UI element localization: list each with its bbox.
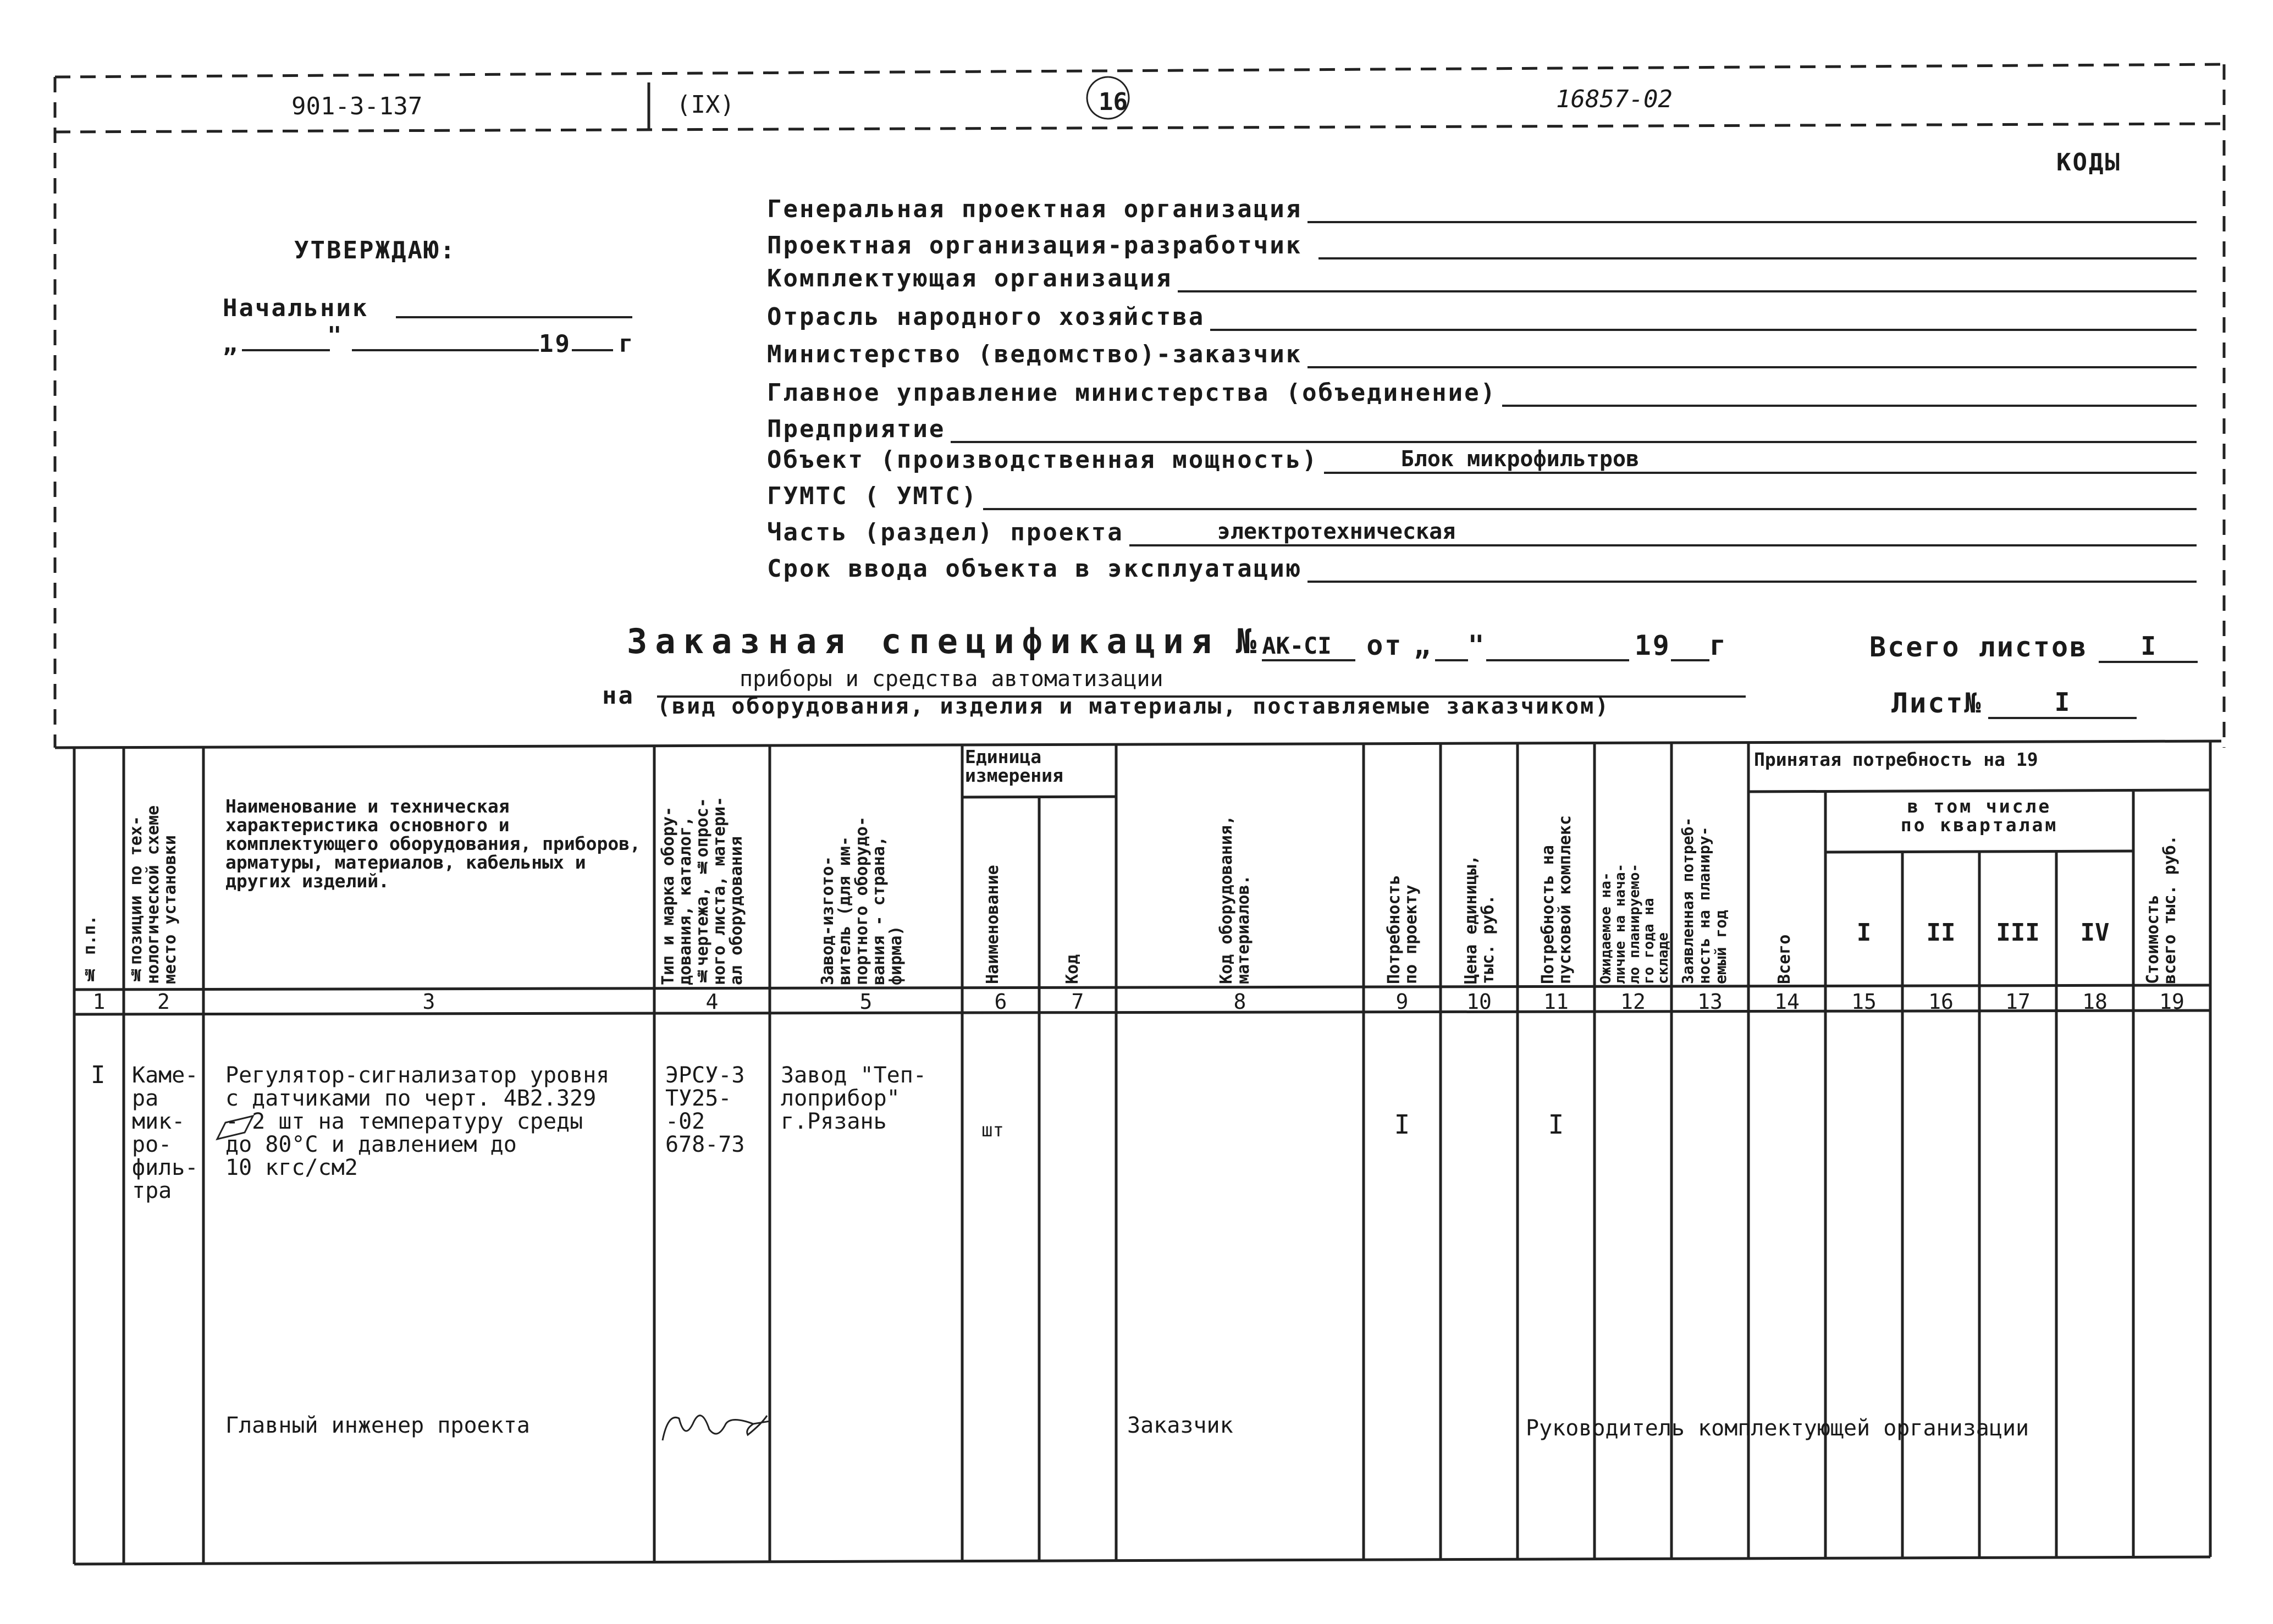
- col-number: 17: [2005, 990, 2031, 1014]
- date-close-quote: ": [327, 322, 344, 350]
- col-number: 9: [1395, 990, 1409, 1014]
- year-line: [572, 349, 613, 351]
- col-number: 7: [1071, 990, 1084, 1014]
- col-number: 10: [1466, 990, 1492, 1014]
- sheet-number-label: Лист№: [1891, 687, 1983, 719]
- row-position: Каме- ра мик- ро- филь- тра: [132, 1063, 198, 1203]
- field-label: Отрасль народного хозяйства: [767, 303, 1205, 331]
- field-line: [1129, 519, 2197, 546]
- col-header-14: Всего: [1775, 934, 1794, 984]
- approval-year: 19: [539, 330, 571, 358]
- col-header-19: Стоимость всего тыс. руб.: [2143, 835, 2180, 984]
- chief-label: Начальник: [223, 294, 369, 322]
- col-number: 14: [1774, 990, 1800, 1014]
- col-header-18: IV: [2080, 919, 2110, 947]
- spec-year-line: [1671, 659, 1709, 661]
- col-number: 19: [2159, 990, 2184, 1014]
- col-header-7: Код: [1063, 954, 1082, 984]
- field-label: Генеральная проектная организация: [767, 195, 1303, 223]
- field-label: Часть (раздел) проекта: [767, 518, 1124, 546]
- sig-head-org: Руководитель комплектующей организации: [1526, 1416, 2029, 1441]
- col-header-1: № п.п.: [80, 915, 100, 984]
- row-type: ЭРСУ-3 ТУ25- -02 678-73: [665, 1063, 745, 1157]
- col-header-8: Код оборудования, материалов.: [1217, 815, 1253, 984]
- doc-number: 901-3-137: [291, 92, 423, 120]
- col-number: 6: [994, 990, 1007, 1014]
- field-label: Комплектующая организация: [767, 264, 1173, 292]
- field-line: [1307, 366, 2197, 368]
- field-label: Объект (производственная мощность): [767, 446, 1318, 474]
- col-number: 12: [1620, 990, 1646, 1014]
- field-line: [1324, 446, 2197, 474]
- field-line: [1307, 581, 2197, 583]
- col-header-13: Заявленная потреб- ность на планиру- емый год: [1679, 817, 1730, 984]
- field-row: [767, 331, 2197, 368]
- spec-on-value: приборы и средства автоматизации: [740, 666, 1163, 692]
- col-header-9: Потребность по проекту: [1384, 875, 1421, 984]
- col-number: 13: [1697, 990, 1723, 1014]
- project-code: 16857-02: [1556, 85, 1673, 113]
- col-number: 15: [1851, 990, 1877, 1014]
- col-header-12: Ожидаемое на- личие на нача- ло планируемо- го года на складе: [1598, 863, 1671, 984]
- approval-label: УТВЕРЖДАЮ:: [294, 236, 456, 264]
- spec-on-label: на: [602, 682, 635, 710]
- field-line: [1307, 221, 2197, 223]
- field-row: [767, 292, 2197, 331]
- field-label: Предприятие: [767, 415, 946, 443]
- field-row: [767, 223, 2197, 259]
- field-label: Главное управление министерства (объединение): [767, 379, 1497, 407]
- field-label: Министерство (ведомство)-заказчик: [767, 340, 1303, 368]
- col-header-2: №позиции по тех- нологической схеме место установки: [126, 805, 180, 984]
- field-row: [767, 443, 2197, 474]
- codes-label: КОДЫ: [2056, 148, 2121, 176]
- row-unit: шт: [981, 1119, 1004, 1141]
- sheet-number: [1891, 687, 2137, 719]
- col-header-6: Наименование: [983, 865, 1002, 984]
- field-row: [767, 187, 2197, 223]
- spec-no-value: АК-CI: [1262, 632, 1355, 661]
- sheet-number-value: I: [1988, 687, 2137, 719]
- spec-year: 19: [1634, 629, 1671, 661]
- spec-no-label: №: [1235, 621, 1257, 661]
- sig-chief-engineer: Главный инженер проекта: [225, 1413, 530, 1438]
- total-sheets: [1869, 631, 2198, 663]
- approval-year-suffix: г: [619, 330, 635, 358]
- col-number: 16: [1928, 990, 1954, 1014]
- page-number: 16: [1099, 88, 1128, 116]
- date-open-quote: „: [223, 330, 239, 358]
- row-need-launch: I: [1548, 1109, 1564, 1140]
- col-number: 8: [1233, 990, 1246, 1014]
- spec-quote-open: „: [1414, 629, 1432, 661]
- spec-from-label: от: [1366, 629, 1403, 661]
- spec-month-line: [1486, 659, 1629, 661]
- chief-line: [396, 316, 632, 318]
- col-header-quarters: в том числе по кварталам: [1900, 796, 2059, 836]
- col-header-15: I: [1856, 919, 1872, 947]
- row-name: Регулятор-сигнализатор уровня с датчиками по черт. 4В2.329 - 2 шт на температуру среды до 80°С и давлением до 10 кгс/см2: [225, 1063, 610, 1180]
- field-row: [767, 546, 2197, 583]
- spec-day-line: [1435, 659, 1468, 661]
- col-header-10: Цена единицы, тыс. руб.: [1461, 855, 1498, 984]
- col-number: 2: [157, 990, 170, 1014]
- total-sheets-label: Всего листов: [1869, 631, 2088, 663]
- spec-on-caption: (вид оборудования, изделия и материалы, поставляемые заказчиком): [657, 694, 1610, 719]
- total-sheets-value: I: [2099, 631, 2198, 663]
- col-number: 5: [859, 990, 873, 1014]
- field-row: [767, 510, 2197, 546]
- field-line: [951, 441, 2197, 443]
- spec-title-row: [627, 621, 1728, 661]
- month-line: [352, 349, 539, 351]
- row-maker: Завод "Теп- лоприбор" г.Рязань: [781, 1063, 926, 1134]
- col-header-5: Завод-изгото- витель (для им- портного оборудо- вания - страна, фирма): [818, 816, 906, 985]
- field-row: [767, 407, 2197, 443]
- field-line: [983, 508, 2197, 510]
- col-header-accepted: Принятая потребность на 19: [1754, 749, 2038, 770]
- field-label: Срок ввода объекта в эксплуатацию: [767, 555, 1303, 583]
- col-header-17: III: [1996, 919, 2040, 947]
- row-number: I: [91, 1061, 106, 1089]
- spec-quote-close: ": [1467, 629, 1486, 661]
- sig-customer: Заказчик: [1127, 1413, 1233, 1438]
- field-row: [767, 368, 2197, 407]
- field-line: [1502, 405, 2197, 407]
- col-number: 4: [705, 990, 719, 1014]
- col-header-11: Потребность на пусковой комплекс: [1538, 815, 1575, 984]
- field-row: [767, 259, 2197, 292]
- col-header-unit: Единица измерения: [965, 746, 1063, 786]
- field-line: [1318, 257, 2197, 259]
- spec-title: Заказная спецификация: [627, 621, 1220, 661]
- spec-year-suffix: г: [1709, 629, 1728, 661]
- col-header-16: II: [1926, 919, 1956, 947]
- col-number: 18: [2082, 990, 2108, 1014]
- field-row: [767, 474, 2197, 510]
- field-line: [1210, 329, 2197, 331]
- day-line: [242, 349, 330, 351]
- field-label: ГУМТС ( УМТС): [767, 482, 978, 510]
- object-value: Блок микрофильтров: [1400, 446, 1640, 472]
- project-part-value: электротехническая: [1217, 519, 1456, 544]
- col-header-4: Тип и марка обору- дования, каталог, №чертежа, №опрос- ного листа, матери- ал оборудования: [659, 796, 746, 985]
- col-number: 11: [1543, 990, 1569, 1014]
- col-header-3: Наименование и техническая характеристика основного и комплектующего оборудования, приборов, арматуры, материалов, кабельных и других изделий.: [225, 796, 641, 892]
- col-number: 3: [422, 990, 435, 1014]
- section-number: (IX): [676, 91, 735, 119]
- field-label: Проектная организация-разработчик: [767, 231, 1303, 259]
- row-need-project: I: [1394, 1109, 1410, 1140]
- field-line: [1178, 290, 2197, 292]
- col-number: 1: [92, 990, 106, 1014]
- fields-block: [767, 187, 2197, 583]
